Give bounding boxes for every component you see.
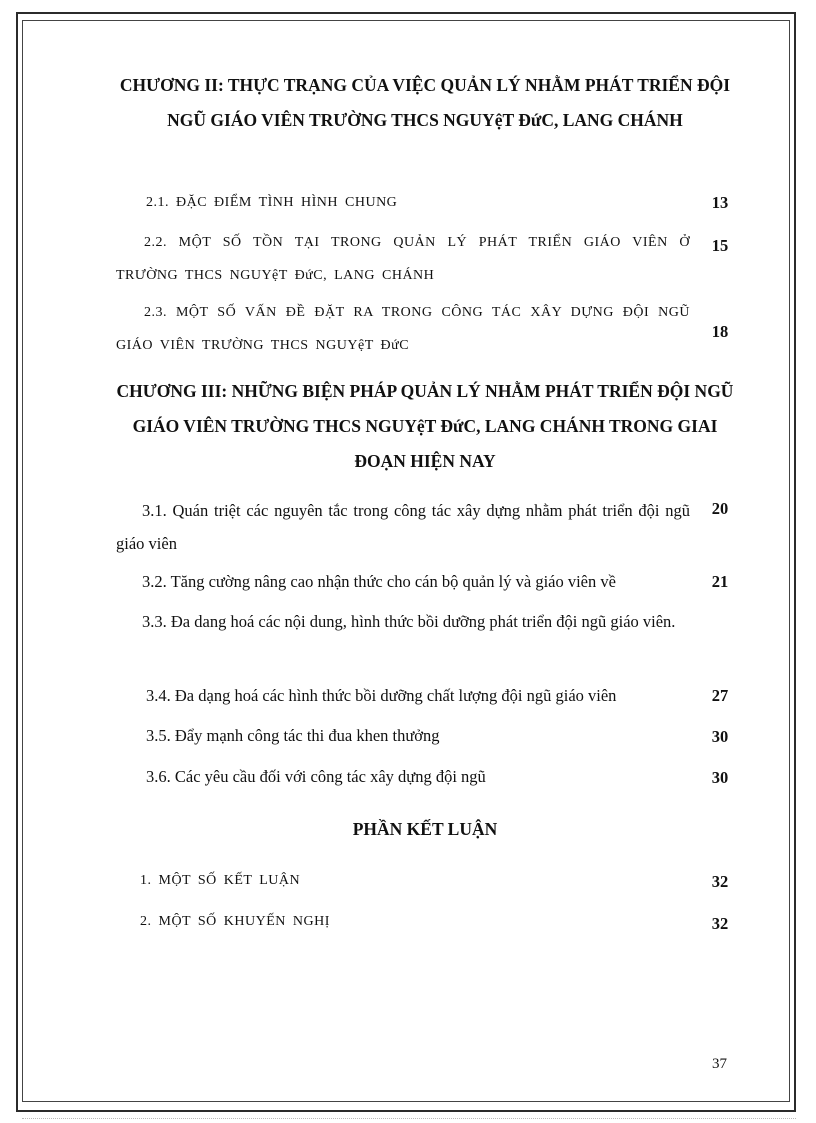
toc-entry-conclusion-2: 2. MỘT SỐ KHUYẾN NGHỊ	[140, 914, 330, 929]
toc-entry-3-2: 3.2. Tăng cường nâng cao nhận thức cho cán bộ quản lý và giáo viên về	[142, 572, 616, 591]
toc-page-2-3: 18	[711, 322, 729, 341]
toc-entry-2-2: 2.2. MỘT SỐ TỒN TẠI TRONG QUẢN LÝ PHÁT TRIỂN GIÁO VIÊN Ở TRƯỜNG THCS NGUYệT ĐứC, LANG CHÁNH	[116, 235, 690, 283]
toc-entry-3-1: 3.1. Quán triệt các nguyên tắc trong công tác xây dựng nhằm phát triển đội ngũ giáo viên	[116, 501, 690, 553]
page-number: 37	[712, 1056, 727, 1072]
toc-page-2-1: 13	[711, 193, 729, 212]
toc-page-conclusion-1: 32	[711, 872, 729, 891]
toc-page-3-1: 20	[711, 499, 729, 518]
toc-page-3-4: 27	[711, 686, 729, 705]
toc-page-conclusion-2: 32	[711, 914, 729, 933]
toc-page-3-6: 30	[711, 768, 729, 787]
toc-entry-3-3: 3.3. Đa dang hoá các nội dung, hình thức bồi dưỡng phát triển đội ngũ giáo viên.	[142, 612, 676, 631]
toc-entry-3-5: 3.5. Đẩy mạnh công tác thi đua khen thưởng	[146, 726, 440, 745]
toc-entry-3-4: 3.4. Đa dạng hoá các hình thức bồi dưỡng chất lượng đội ngũ giáo viên	[146, 686, 617, 705]
toc-page-3-2: 21	[711, 572, 729, 591]
chapter-3-title: CHƯƠNG III: NHỮNG BIỆN PHÁP QUẢN LÝ NHẰM PHÁT TRIỂN ĐỘI NGŨ GIÁO VIÊN TRƯỜNG THCS NGUYệT ĐứC, LANG CHÁNH TRONG GIAI ĐOẠN HIỆN NAY	[116, 381, 734, 471]
toc-entry-2-1: 2.1. ĐẶC ĐIỂM TÌNH HÌNH CHUNG	[146, 195, 398, 210]
bottom-dotted-rule	[22, 1118, 796, 1119]
chapter-2-title: CHƯƠNG II: THỰC TRẠNG CỦA VIỆC QUẢN LÝ NHẰM PHÁT TRIỂN ĐỘI NGŨ GIÁO VIÊN TRƯỜNG THCS NGUYệT ĐứC, LANG CHÁNH	[119, 75, 731, 130]
toc-page-3-5: 30	[711, 727, 729, 746]
toc-entry-3-6: 3.6. Các yêu cầu đối với công tác xây dựng đội ngũ	[146, 767, 486, 786]
toc-page-2-2: 15	[711, 236, 729, 255]
toc-entry-2-3: 2.3. MỘT SỐ VẤN ĐỀ ĐẶT RA TRONG CÔNG TÁC XÂY DỰNG ĐỘI NGŨ GIÁO VIÊN TRƯỜNG THCS NGUYệT ĐứC	[116, 305, 690, 353]
conclusion-title: PHẦN KẾT LUẬN	[352, 819, 498, 839]
page-border-inner	[22, 20, 790, 1102]
toc-entry-conclusion-1: 1. MỘT SỐ KẾT LUẬN	[140, 873, 301, 888]
